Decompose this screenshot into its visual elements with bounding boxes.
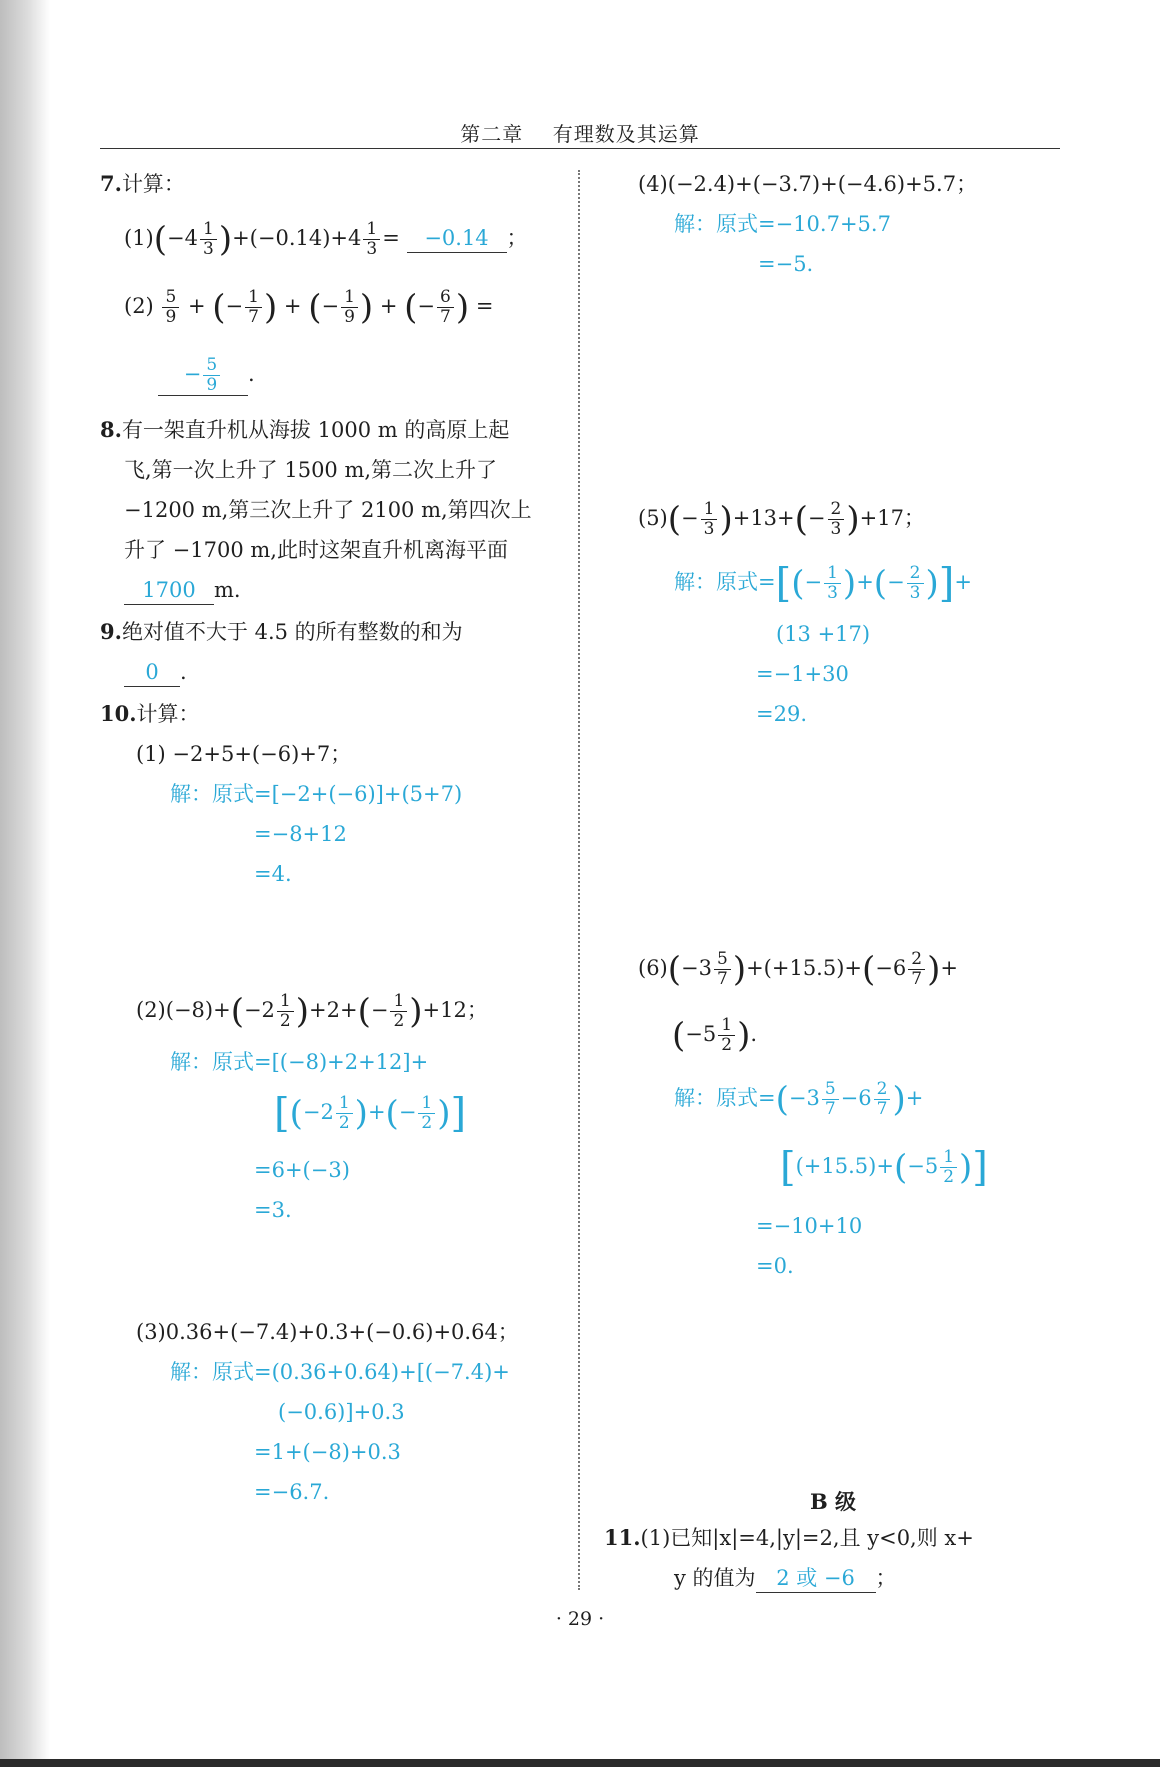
q10-p4-solution-2: =−5. xyxy=(758,252,814,276)
q10-p6-solution-4: =0. xyxy=(756,1254,794,1278)
q10-p2-solution-2: [(−2 $\frac{1}{2}$ )+(− $\frac{1}{2}$ )] xyxy=(274,1090,467,1137)
header-rule xyxy=(100,148,1060,149)
q10-p5-solution-2: (13 +17) xyxy=(776,622,871,646)
q10-p1-solution-1: 解：原式=[−2+(−6)]+(5+7) xyxy=(170,782,463,806)
q10-p6-problem-1: (6)(−3 $\frac{5}{7}$ )+(+15.5)+(−6 $\frac{2}{7}$ )+ xyxy=(638,949,958,990)
q8-line3: −1200 m,第三次上升了 2100 m,第四次上 xyxy=(124,498,532,522)
q10-stem: 10.计算： xyxy=(100,701,200,726)
q10-p5-solution-4: =29. xyxy=(756,702,807,726)
q9-line1: 9.绝对值不大于 4.5 的所有整数的和为 xyxy=(100,619,463,644)
bottom-bar xyxy=(0,1759,1160,1767)
q7-part2: (2) $\frac{5}{9}$ + (− $\frac{1}{7}$ ) + (− $\frac{1}{9}$ ) + (− $\frac{6}{7}$ ) = xyxy=(124,287,494,328)
q8-line4: 升了 −1700 m,此时这架直升机离海平面 xyxy=(124,538,508,562)
q10-p4-problem: (4)(−2.4)+(−3.7)+(−4.6)+5.7； xyxy=(638,172,978,196)
chapter-label: 第二章 xyxy=(460,122,524,146)
section-b-heading: B 级 xyxy=(810,1489,857,1514)
q10-p1-problem: (1) −2+5+(−6)+7； xyxy=(136,742,352,766)
q10-p5-solution-1: 解：原式=[(− $\frac{1}{3}$ )+(− $\frac{2}{3}$ )]+ xyxy=(674,560,972,607)
q7-part1: (1)(−4 $\frac{1}{3}$ )+(−0.14)+4 $\frac{1}{3}$ = −0.14 ； xyxy=(124,219,528,260)
q10-p3-solution-1: 解：原式=(0.36+0.64)+[(−7.4)+ xyxy=(170,1360,510,1384)
q10-p4-solution-1: 解：原式=−10.7+5.7 xyxy=(674,212,891,236)
q10-p2-problem: (2)(−8)+(−2 $\frac{1}{2}$ )+2+(− $\frac{1}{2}$ )+12； xyxy=(136,991,488,1032)
q7-p2-answer: − $\frac{5}{9}$ xyxy=(158,356,248,396)
q10-p5-solution-3: =−1+30 xyxy=(756,662,849,686)
q10-p5-problem: (5)(− $\frac{1}{3}$ )+13+(− $\frac{2}{3}$ )+17； xyxy=(638,499,925,540)
q10-p2-solution-4: =3. xyxy=(254,1198,292,1222)
q10-p1-solution-2: =−8+12 xyxy=(254,822,347,846)
q7-stem: 7.计算： xyxy=(100,171,185,196)
q11-answer: 2 或 −6 xyxy=(756,1564,876,1593)
q8-line2: 飞,第一次上升了 1500 m,第二次上升了 xyxy=(124,458,498,482)
chapter-title: 有理数及其运算 xyxy=(552,122,700,146)
page-edge-shadow xyxy=(0,0,50,1767)
q7-p2-answer-line: − $\frac{5}{9}$ . xyxy=(158,354,255,396)
q10-p3-problem: (3)0.36+(−7.4)+0.3+(−0.6)+0.64； xyxy=(136,1320,519,1344)
q10-p3-solution-2: (−0.6)]+0.3 xyxy=(278,1400,405,1424)
q11-line1: 11.(1)已知|x|=4,|y|=2,且 y<0,则 x+ xyxy=(604,1525,974,1550)
q10-p2-solution-1: 解：原式=[(−8)+2+12]+ xyxy=(170,1050,429,1074)
q8-answer: 1700 xyxy=(124,576,214,605)
q10-p3-solution-4: =−6.7. xyxy=(254,1480,330,1504)
q10-p6-problem-2: (−5 $\frac{1}{2}$ ). xyxy=(672,1015,758,1056)
running-header xyxy=(0,118,1160,147)
q11-line2: y 的值为 2 或 −6 ； xyxy=(674,1558,897,1598)
page-number: · 29 · xyxy=(555,1608,605,1630)
q9-answer: 0 xyxy=(124,658,180,687)
q10-p1-solution-3: =4. xyxy=(254,862,292,886)
q8-line1: 8.有一架直升机从海拔 1000 m 的高原上起 xyxy=(100,417,510,442)
q8-answer-line: 1700 m. xyxy=(124,570,241,610)
q10-p3-solution-3: =1+(−8)+0.3 xyxy=(254,1440,401,1464)
q10-p6-solution-2: [(+15.5)+(−5 $\frac{1}{2}$ )] xyxy=(780,1144,988,1191)
q10-p2-solution-3: =6+(−3) xyxy=(254,1158,350,1182)
q7-p1-answer: −0.14 xyxy=(407,224,507,253)
q10-p6-solution-1: 解：原式=(−3 $\frac{5}{7}$ −6 $\frac{2}{7}$ )+ xyxy=(674,1079,924,1120)
q10-p6-solution-3: =−10+10 xyxy=(756,1214,863,1238)
column-divider xyxy=(578,170,580,1590)
q9-answer-line: 0 . xyxy=(124,652,187,692)
